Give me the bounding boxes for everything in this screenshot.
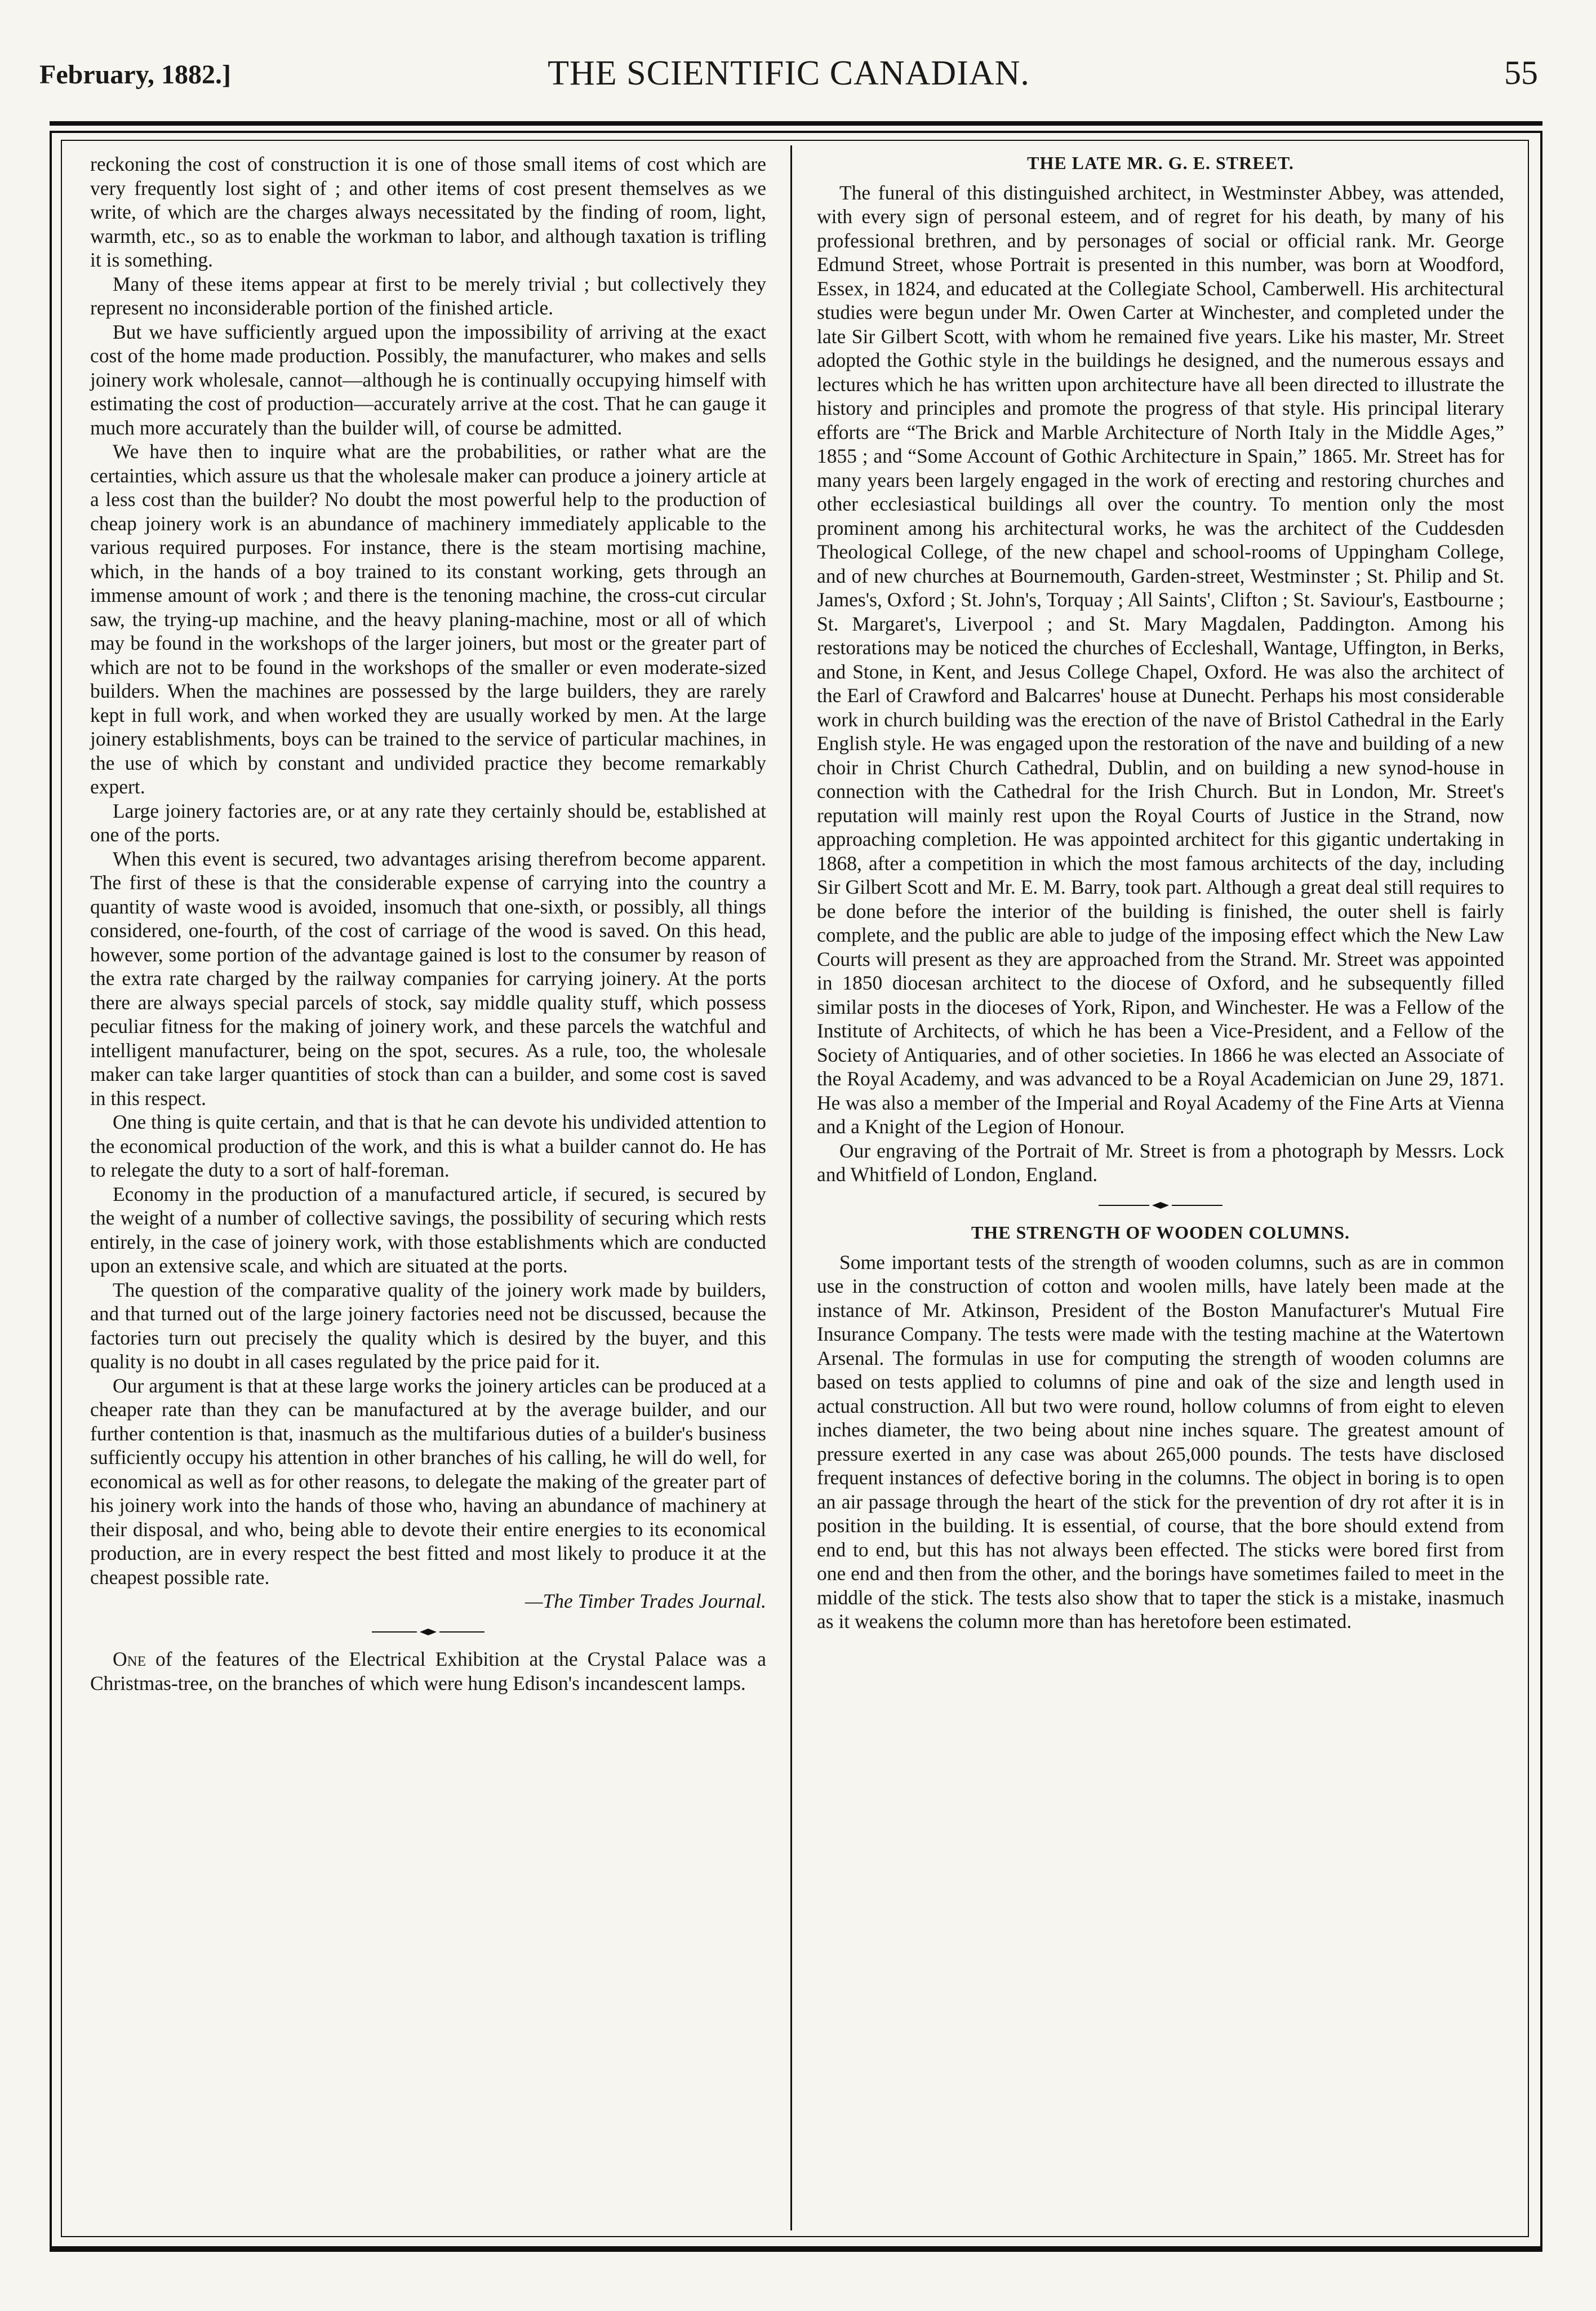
ornament-rule-icon	[366, 1627, 490, 1636]
article-separator	[817, 1191, 1504, 1216]
left-paragraph-8: Economy in the production of a manufactured article, if secured, is secured by the weight of a number of collective savings, the possibility of securing which rests entirely, in the case of joinery work, with those establishments which are conducted upon an extensive scale, and which are situated at the ports.	[90, 1182, 766, 1277]
left-paragraph-1: reckoning the cost of construction it is one of those small items of cost which are very frequently lost sight of ; and other items of cost present themselves as we write, of which are the charges always necessitated by the finding of room, light, warmth, etc., so as to enable the workman to labor, and although taxation is trifling it is something.	[90, 153, 766, 271]
source-credit: —The Timber Trades Journal.	[524, 1590, 766, 1612]
street-paragraph-2: Our engraving of the Portrait of Mr. Street is from a photograph by Messrs. Lock and Whitfield of London, England.	[817, 1139, 1504, 1186]
page-number: 55	[1504, 54, 1538, 91]
columns-article-title: THE STRENGTH OF WOODEN COLUMNS.	[971, 1222, 1350, 1243]
left-paragraph-4: We have then to inquire what are the probabilities, or rather what are the certainties, which assure us that the wholesale maker can produce a joinery article at a less cost than the builder? No doubt the most powerful help to the production of cheap joinery work is an abundance of machinery immediately applicable to the various required purposes. For instance, there is the steam mortising machine, which, in the hands of a boy trained to its constant working, gets through an immense amount of work ; and there is the tenoning machine, the cross-cut circular saw, the trying-up machine, and the heavy planing-machine, most or all of which may be found in the workshops of the larger joiners, but most or the greater part of which are not to be found in the workshops of the smaller or even moderate-sized builders. When the machines are possessed by the large builders, they are rarely kept in full work, and when worked they are usually worked by men. At the large joinery establishments, boys can be trained to the service of particular machines, in the use of which by constant and undivided practice they become remarkably expert.	[90, 440, 766, 798]
issue-date: February, 1882.]	[39, 60, 231, 90]
page-header	[39, 54, 1538, 104]
left-paragraph-5: Large joinery factories are, or at any rate they certainly should be, established at one of the ports.	[90, 799, 766, 846]
left-column	[90, 152, 766, 1695]
left-paragraph-7: One thing is quite certain, and that is that he can devote his undivided attention to the economical production of the work, and this is what a builder cannot do. He has to relegate the duty to a sort of half-foreman.	[90, 1111, 766, 1181]
right-column	[817, 148, 1504, 1634]
left-paragraph-10: Our argument is that at these large works the joinery articles can be produced at a cheaper rate than they can be manufactured at by the average builder, and our further contention is that, inasmuch as the multifarious duties of a builder's business sufficiently occupy his attention in other branches of his calling, he will do well, for economical as well as for other reasons, to delegate the making of the greater part of his joinery work into the hands of those who, having an abundance of machinery at their disposal, and who, being able to devote their entire energies to its economical production, are in every respect the best fitted and most likely to produce it at the cheapest possible rate.	[90, 1374, 766, 1589]
left-paragraph-6: When this event is secured, two advantages arising therefrom become apparent. The first of these is that the considerable expense of carrying into the country a quantity of waste wood is avoided, insomuch that one-sixth, or possibly, all things considered, one-fourth, of the cost of carriage of the wood is saved. On this head, however, some portion of the advantage gained is lost to the consumer by reason of the extra rate charged by the railway companies for carrying joinery. At the ports there are always special parcels of stock, say middle quality stuff, which possess peculiar fitness for the making of joinery work, and these parcels the watchful and intelligent manufacturer, being on the spot, secures. As a rule, too, the wholesale maker can take larger quantities of stock than can a builder, and some cost is saved in this respect.	[90, 847, 766, 1110]
left-paragraph-2: Many of these items appear at first to be merely trivial ; but collectively they represent no inconsiderable portion of the finished article.	[90, 272, 766, 319]
left-closing-paragraph	[90, 1647, 766, 1695]
columns-paragraph-1: Some important tests of the strength of wooden columns, such as are in common use in the construction of cotton and woolen mills, have lately been made at the instance of Mr. Atkinson, President of the Boston Manufacturer's Mutual Fire Insurance Company. The tests were made with the testing machine at the Watertown Arsenal. The formulas in use for computing the strength of wooden columns are based on tests applied to columns of pine and oak of the size and length used in actual construction. All but two were round, hollow columns of from eight to eleven inches diameter, the two being about nine inches square. The greatest amount of pressure exerted in any case was about 265,000 pounds. The tests have disclosed frequent instances of defective boring in the columns. The object in boring is to open an air passage through the heart of the stick for the prevention of dry rot after it is in position in the building. It is essential, of course, that the bore should extend from end to end, but this has not always been effected. The sticks were bored first from one end and then from the other, and the borings have sometimes failed to meet in the middle of the stick. The tests also show that to taper the stick is a mistake, inasmuch as it weakens the column more than has heretofore been estimated.	[817, 1250, 1504, 1633]
section-ornament	[90, 1618, 766, 1642]
journal-title: THE SCIENTIFIC CANADIAN.	[548, 54, 1030, 92]
ornament-rule-icon	[1093, 1201, 1228, 1210]
footer-rule	[50, 2248, 1542, 2252]
column-divider	[790, 145, 792, 2230]
header-rule	[50, 121, 1542, 126]
closing-lead-word: One	[113, 1648, 146, 1670]
closing-text: of the features of the Electrical Exhibition at the Crystal Palace was a Christmas-tree, on the branches of which were hung Edison's incandescent lamps.	[90, 1648, 766, 1695]
left-paragraph-9: The question of the comparative quality of the joinery work made by builders, and that turned out of the large joinery factories need not be discussed, because the factories turn out precisely the quality which is desired by the buyer, and this quality is no doubt in all cases regulated by the price paid for it.	[90, 1278, 766, 1373]
street-article-title: THE LATE MR. G. E. STREET.	[1027, 153, 1294, 173]
left-paragraph-3: But we have sufficiently argued upon the impossibility of arriving at the exact cost of the home made production. Possibly, the manufacturer, who makes and sells joinery work wholesale, cannot—although he is continually occupying himself with estimating the cost of production—accurately arrive at the cost. That he can gauge it much more accurately than the builder will, of course be admitted.	[90, 320, 766, 439]
street-paragraph-1: The funeral of this distinguished architect, in Westminster Abbey, was attended, with every sign of personal esteem, and of regret for his death, by many of his professional brethren, and by personages of social or official rank. Mr. George Edmund Street, whose Portrait is presented in this number, was born at Woodford, Essex, in 1824, and educated at the Collegiate School, Camberwell. His architectural studies were begun under Mr. Owen Carter at Winchester, and completed under the late Sir Gilbert Scott, with whom he remained five years. Like his master, Mr. Street adopted the Gothic style in the buildings he designed, and the numerous essays and lectures which he has written upon architecture have all been directed to illustrate the history and principles and promote the progress of that style. His principal literary efforts are “The Brick and Marble Architecture of North Italy in the Middle Ages,” 1855 ; and “Some Account of Gothic Architecture in Spain,” 1865. Mr. Street has for many years been largely engaged in the work of erecting and restoring churches and other ecclesiastical buildings all over the country. To mention only the most prominent among his architectural works, he was the architect of the Cuddesden Theological College, of the new chapel and school-rooms of Uppingham College, and of new churches at Bournemouth, Garden-street, Westminster ; St. Philip and St. James's, Oxford ; St. John's, Torquay ; All Saints', Clifton ; St. Saviour's, Eastbourne ; St. Margaret's, Liverpool ; and St. Mary Magdalen, Paddington. Among his restorations may be noticed the churches of Eccleshall, Wantage, Uffington, in Berks, and Stone, in Kent, and Jesus College Chapel, Oxford. He was also the architect of the Earl of Crawford and Balcarres' house at Dunecht. Perhaps his most considerable work in church building was the erection of the nave of Bristol Cathedral in the Early English style. He was engaged upon the restoration of the nave and building of a new choir in Christ Church Cathedral, Dublin, and on building a new synod-house in connection with the Cathedral for the Irish Church. But in London, Mr. Street's reputation will mainly rest upon the Royal Courts of Justice in the Strand, now approaching completion. He was appointed architect for this gigantic undertaking in 1868, after a competition in which the most famous architects of the day, including Sir Gilbert Scott and Mr. E. M. Barry, took part. Although a great deal still requires to be done before the interior of the building is finished, the outer shell is fairly complete, and the public are able to judge of the imposing effect which the New Law Courts will present as they are approached from the Strand. Mr. Street was appointed in 1850 diocesan architect to the diocese of Oxford, and he subsequently filled similar posts in the dioceses of York, Ripon, and Winchester. He was a Fellow of the Institute of Architects, of which he has been a Vice-President, and a Fellow of the Society of Antiquaries, and of other societies. In 1866 he was elected an Associate of the Royal Academy, and was advanced to be a Royal Academician on June 29, 1871. He was also a member of the Imperial and Royal Academy of the Fine Arts at Vienna and a Knight of the Legion of Honour.	[817, 181, 1504, 1138]
